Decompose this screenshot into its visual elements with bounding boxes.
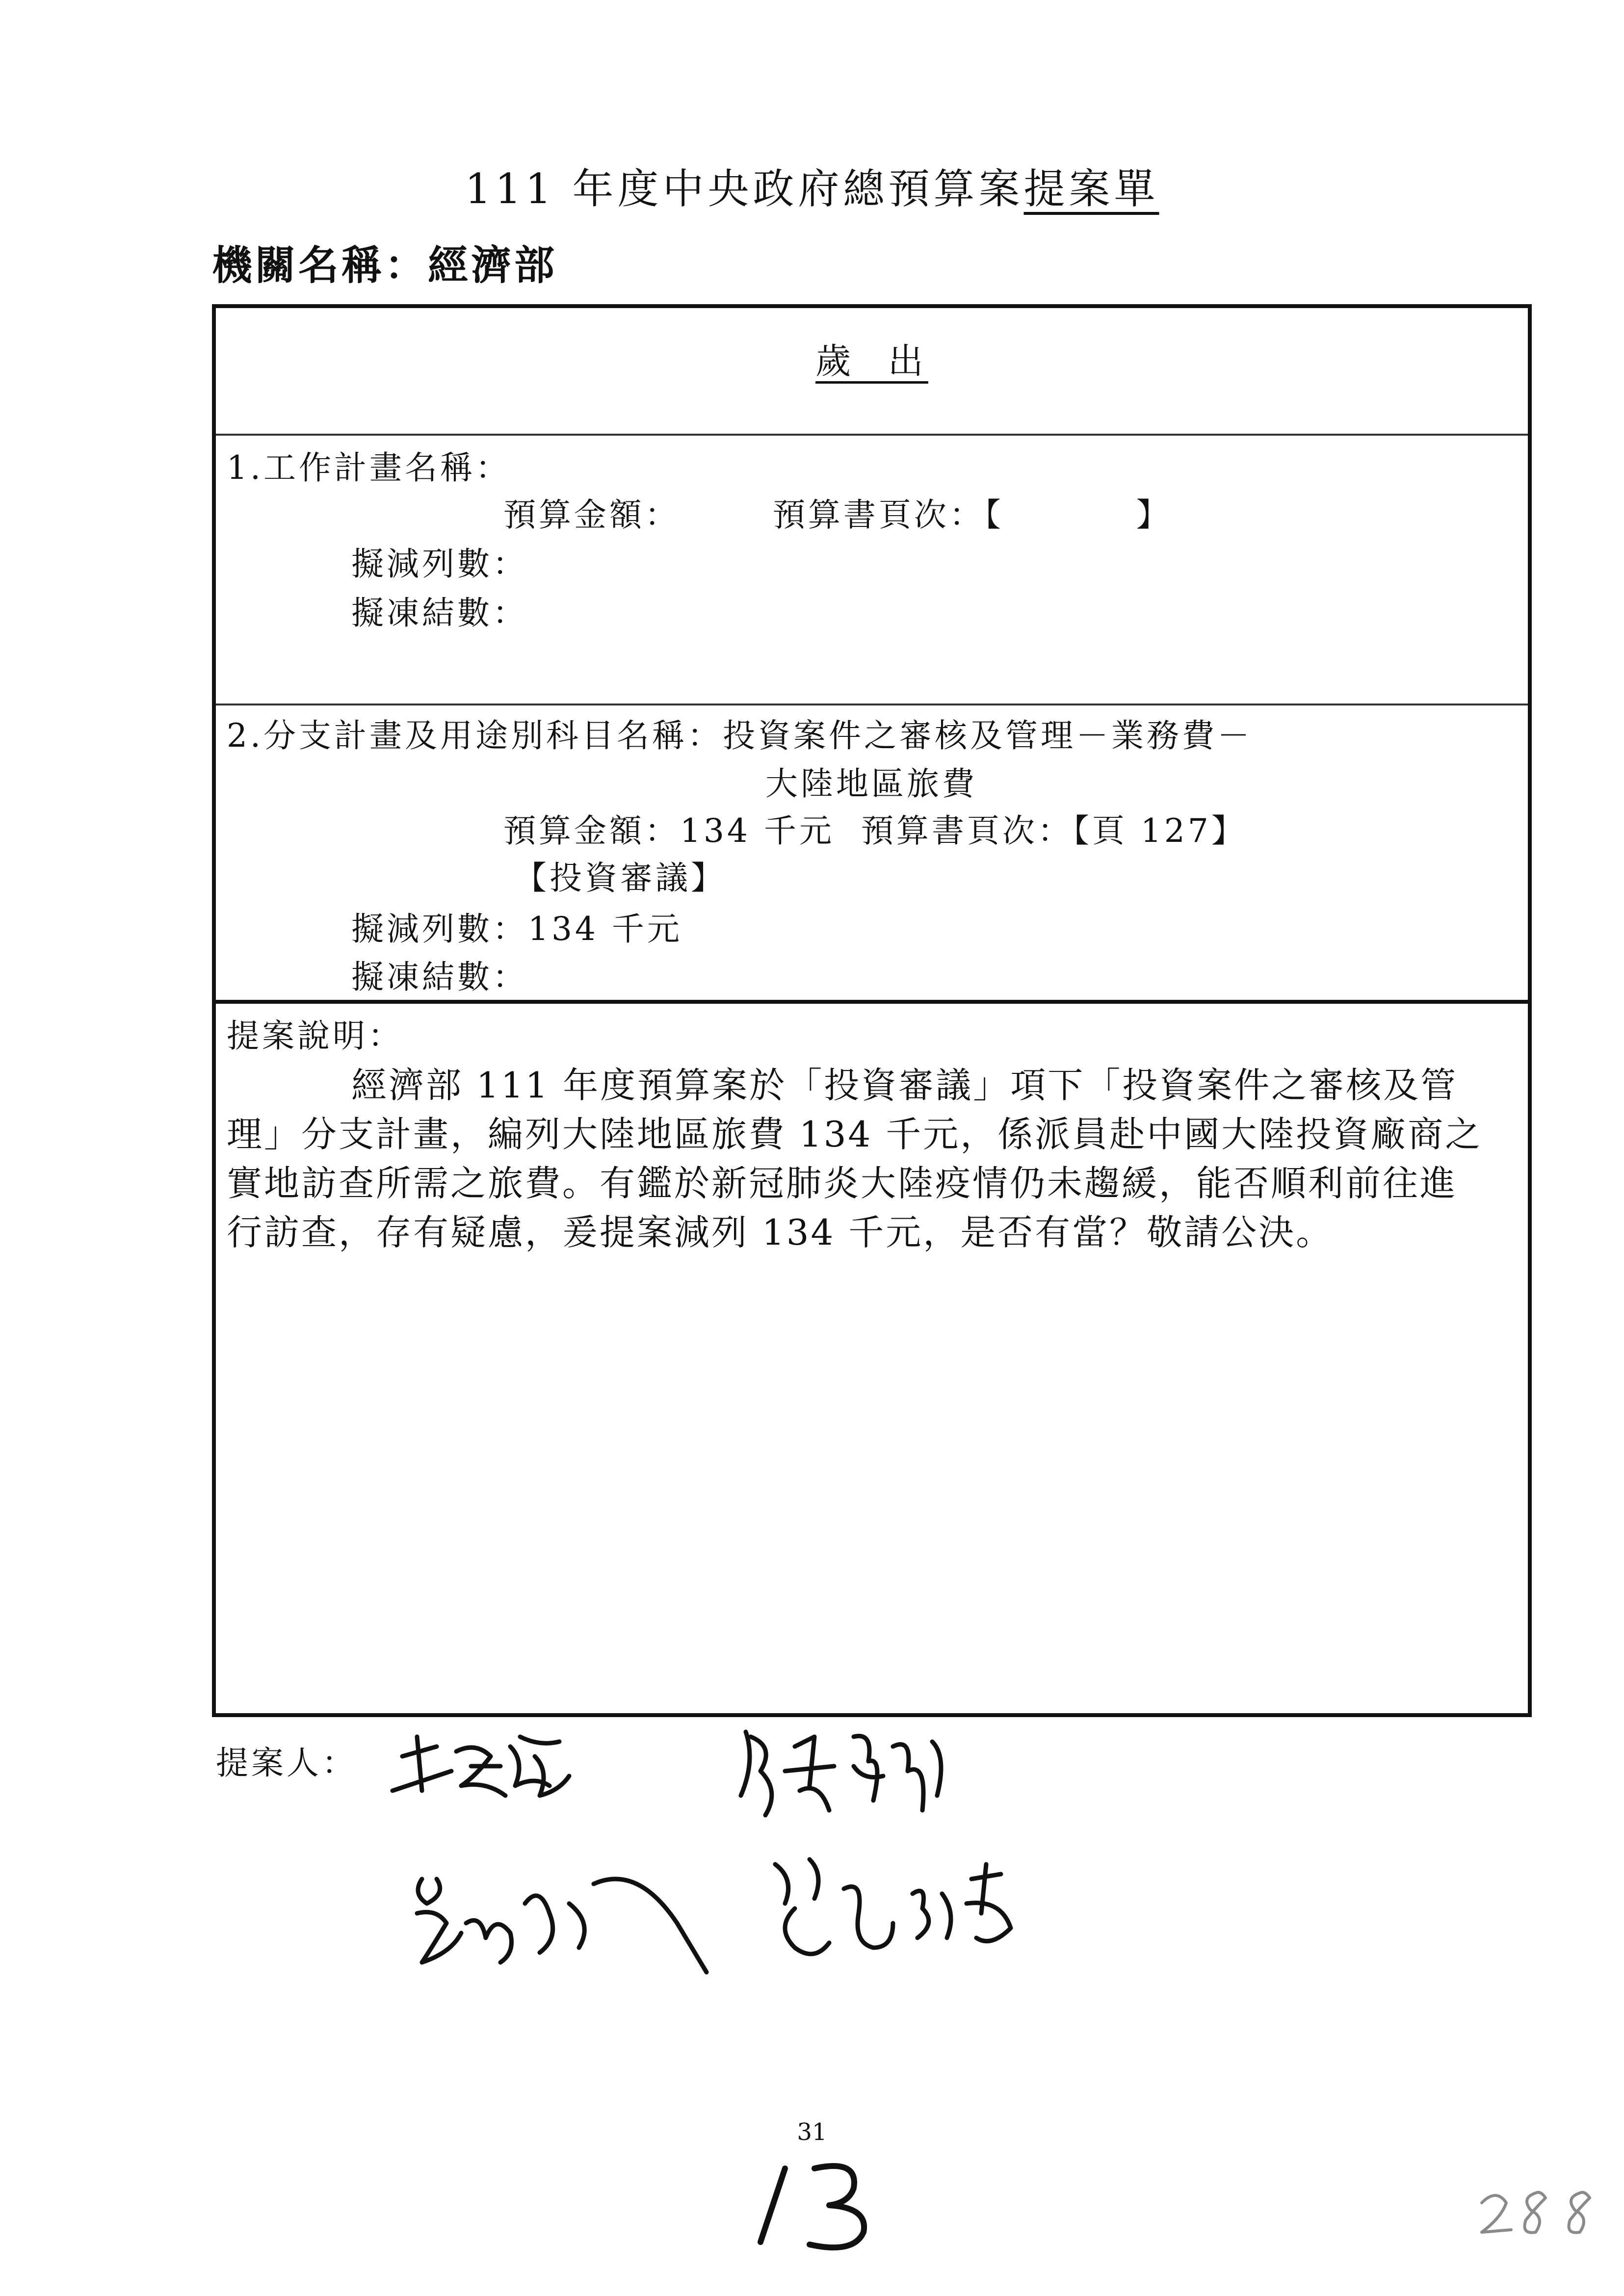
item2-name-line2: 大陸地區旅費 — [765, 765, 977, 803]
pencil-margin-number — [1472, 2178, 1609, 2247]
item2-amount-line: 預算金額：134 千元 預算書頁次：【頁 127】 — [503, 812, 1247, 850]
item2-name-line1: 2.分支計畫及用途別科目名稱：投資案件之審核及管理－業務費－ — [227, 717, 1253, 755]
item1-reduce-label: 擬減列數： — [351, 545, 528, 583]
signature-1 — [393, 1737, 569, 1796]
proposer-label: 提案人： — [216, 1744, 357, 1782]
title-underlined: 提案單 — [1023, 165, 1159, 213]
row-divider — [216, 704, 1528, 705]
handwritten-signatures — [363, 1717, 1197, 2061]
item1-amount-line: 預算金額： 預算書頁次：【 】 — [503, 496, 1172, 534]
explanation-line: 理」分支計畫，編列大陸地區旅費 134 千元，係派員赴中國大陸投資廠商之 — [227, 1114, 1483, 1155]
item2-freeze-label: 擬凍結數： — [351, 958, 528, 996]
explanation-line: 行訪查，存有疑慮，爰提案減列 134 千元，是否有當？敬請公決。 — [227, 1212, 1334, 1253]
section-header-text: 歲 出 — [815, 340, 928, 382]
section-header — [216, 333, 1528, 384]
explanation-label: 提案說明： — [227, 1017, 403, 1055]
item1-name-label: 1.工作計畫名稱： — [227, 449, 511, 487]
signature-3 — [417, 1879, 707, 1972]
handwritten-page-number — [746, 2149, 913, 2262]
proposal-form-table — [212, 304, 1532, 1717]
signature-2 — [741, 1732, 941, 1815]
explanation-line: 實地訪查所需之旅費。有鑑於新冠肺炎大陸疫情仍未趨緩，能否順利前往進 — [227, 1163, 1458, 1204]
page-number: 31 — [797, 2118, 827, 2146]
item1-freeze-label: 擬凍結數： — [351, 594, 528, 632]
item2-program: 【投資審議】 — [514, 859, 726, 897]
item2-reduce-line: 擬減列數：134 千元 — [351, 910, 682, 948]
agency-name: 機關名稱：經濟部 — [212, 242, 558, 289]
document-title — [0, 156, 1624, 215]
explanation-line: 經濟部 111 年度預算案於「投資審議」項下「投資案件之審核及管 — [351, 1065, 1458, 1106]
signature-4 — [775, 1859, 1011, 1954]
row-divider — [216, 434, 1528, 436]
title-prefix: 111 年度中央政府總預算案 — [465, 165, 1024, 213]
row-divider — [216, 1000, 1528, 1004]
